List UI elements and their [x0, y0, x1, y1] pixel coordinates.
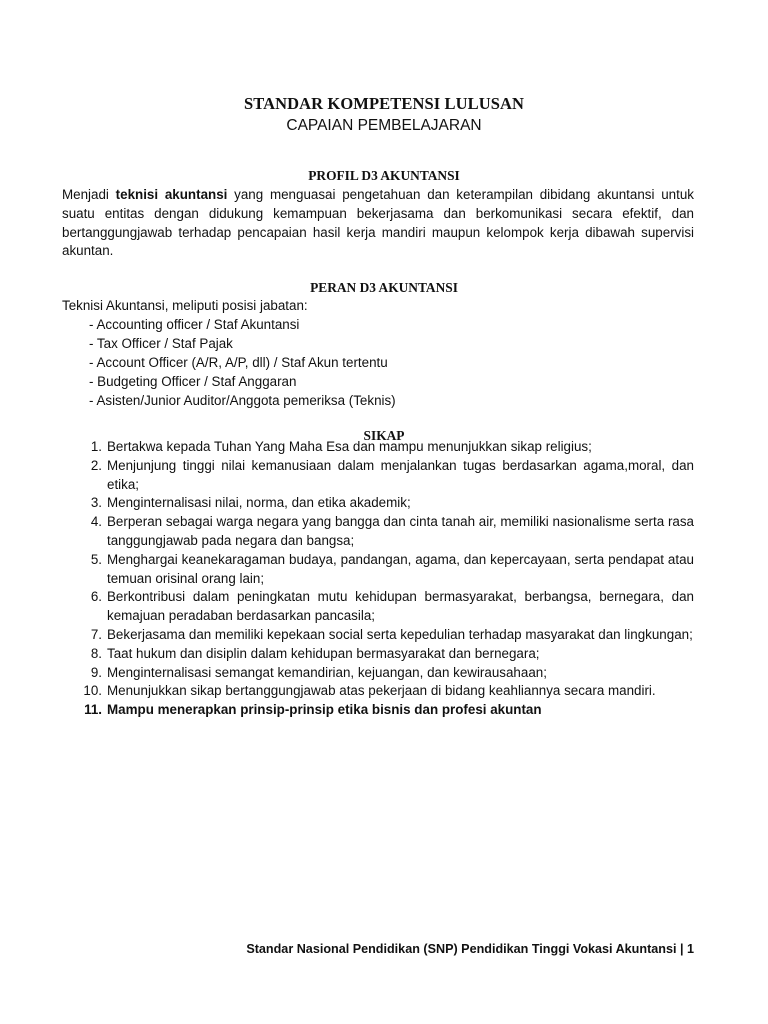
profil-text-bold: teknisi akuntansi	[115, 187, 228, 202]
list-item	[62, 682, 694, 701]
list-item	[62, 551, 694, 589]
list-number: 2.	[90, 457, 102, 473]
list-number: 10.	[83, 683, 102, 699]
list-number: 5.	[90, 551, 102, 567]
list-number: 6.	[90, 589, 102, 605]
peran-intro: Teknisi Akuntansi, meliputi posisi jabatan:	[62, 298, 308, 313]
profil-text-prefix: Menjadi	[62, 187, 116, 202]
peran-item: - Accounting officer / Staf Akuntansi	[89, 317, 300, 332]
profil-heading: PROFIL D3 AKUNTANSI	[308, 168, 460, 183]
list-item	[62, 645, 694, 664]
list-item	[62, 588, 694, 626]
list-text: Bertakwa kepada Tuhan Yang Maha Esa dan mampu menunjukkan sikap religius;	[107, 439, 592, 454]
profil-paragraph	[62, 186, 694, 261]
list-text: Menginternalisasi semangat kemandirian, kejuangan, dan kewirausahaan;	[107, 664, 547, 680]
peran-item: - Tax Officer / Staf Pajak	[89, 336, 233, 351]
list-item	[62, 438, 694, 457]
document-subtitle: CAPAIAN PEMBELAJARAN	[286, 117, 482, 134]
list-number: 7.	[90, 626, 102, 642]
list-text: Mampu menerapkan prinsip-prinsip etika bisnis dan profesi akuntan	[107, 702, 542, 718]
list-text: Taat hukum dan disiplin dalam kehidupan bermasyarakat dan bernegara;	[107, 645, 540, 661]
list-item	[62, 626, 694, 645]
list-text: Menginternalisasi nilai, norma, dan etika akademik;	[107, 495, 411, 511]
page-footer: Standar Nasional Pendidikan (SNP) Pendidikan Tinggi Vokasi Akuntansi | 1	[246, 942, 694, 956]
profil-text-suffix: yang menguasai pengetahuan dan keterampilan dibidang akuntansi untuk suatu entitas dengan didukung kemampuan bekerjasama dan berkomunikasi secara efektif, dan bertanggungjawab terhadap pencapaian hasil kerja mandiri maupun kelompok kerja dibawah supervisi akuntan.	[62, 187, 694, 259]
list-text: Menjunjung tinggi nilai kemanusiaan dalam menjalankan tugas berdasarkan agama,moral, dan etika;	[107, 457, 694, 492]
list-number: 4.	[90, 514, 102, 530]
list-text: Berperan sebagai warga negara yang bangga dan cinta tanah air, memiliki nasionalisme serta rasa tanggungjawab pada negara dan bangsa;	[107, 514, 694, 548]
sikap-list	[62, 438, 694, 720]
list-number: 11.	[84, 702, 102, 718]
peran-item: - Asisten/Junior Auditor/Anggota pemeriksa (Teknis)	[89, 393, 396, 408]
list-text: Menunjukkan sikap bertanggungjawab atas pekerjaan di bidang keahliannya secara mandiri.	[107, 683, 656, 699]
peran-item: - Budgeting Officer / Staf Anggaran	[89, 374, 297, 389]
list-item	[62, 701, 694, 720]
sikap-heading: SIKAP	[363, 428, 405, 443]
list-item	[62, 513, 694, 551]
list-text: Berkontribusi dalam peningkatan mutu kehidupan bermasyarakat, berbangsa, bernegara, dan kemajuan peradaban berdasarkan pancasila;	[107, 589, 694, 624]
peran-heading: PERAN D3 AKUNTANSI	[310, 280, 458, 295]
list-text: Menghargai keanekaragaman budaya, pandangan, agama, dan kepercayaan, serta pendapat atau temuan orisinal orang lain;	[107, 551, 694, 586]
list-number: 1.	[90, 439, 102, 454]
peran-item: - Account Officer (A/R, A/P, dll) / Staf Akun tertentu	[89, 355, 388, 370]
list-item	[62, 664, 694, 683]
document-title: STANDAR KOMPETENSI LULUSAN	[243, 94, 525, 113]
list-number: 8.	[90, 645, 102, 661]
list-item	[62, 457, 694, 495]
list-number: 9.	[90, 664, 102, 680]
list-text: Bekerjasama dan memiliki kepekaan social serta kepedulian terhadap masyarakat dan lingkungan;	[107, 626, 693, 642]
list-number: 3.	[90, 495, 102, 511]
list-item	[62, 494, 694, 513]
